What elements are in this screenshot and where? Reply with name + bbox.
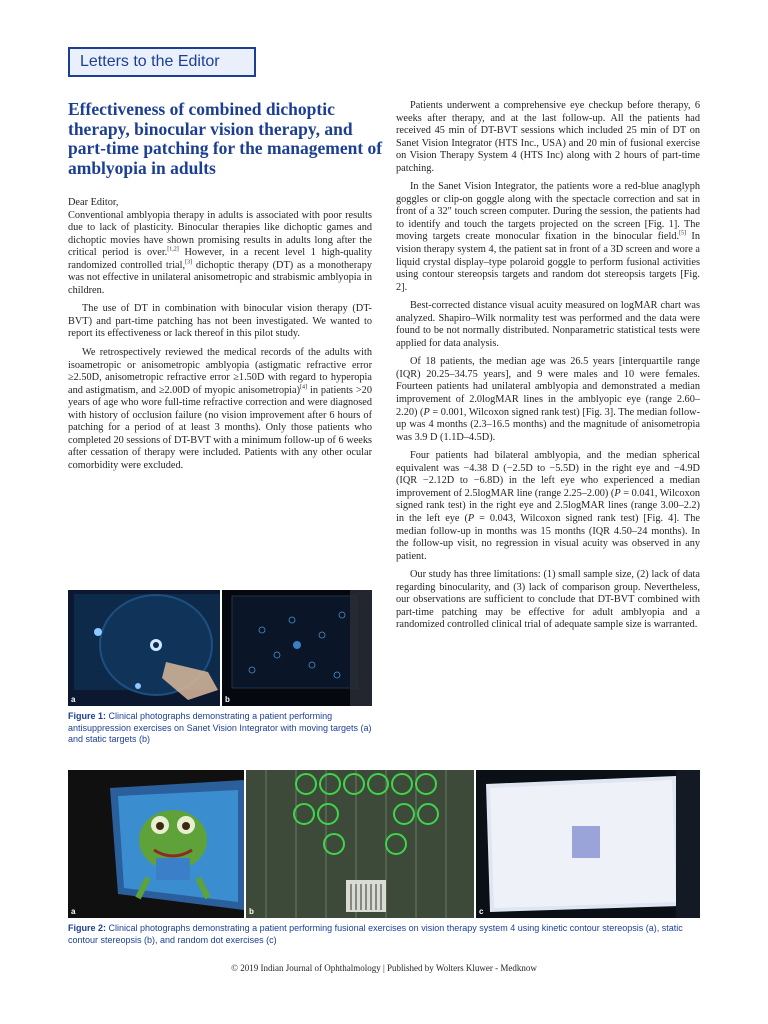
body-paragraph: Of 18 patients, the median age was 26.5 years [interquartile range (IQR) 20.25–34.75 years], and 9 were males and 10 were females. Fourteen patients had unilateral amblyopia and demonstrated a median improvement of 2.0logMAR lines in the amblyopic eye (range 2.60–2.20) (P = 0.001, Wilcoxon signed rank test) [Fig. 3]. The median follow-up was 4 months (2.3–16.5 months) and the magnitude of anisometropia was 3.9 D (1.1D–4.5D). xyxy=(396,356,700,443)
body-paragraph: Patients underwent a comprehensive eye checkup before therapy, 6 weeks after therapy, and at the last follow-up. All the patients had received 45 min of DT-BVT sessions which included 25 min of DT on Sanet Vision Integrator (HTS Inc., USA) and 20 min of fusional exercise on Vision Therapy System 4 (HTS Inc) along with 2 hours of part-time patching. xyxy=(396,100,700,174)
panel-label: c xyxy=(479,907,484,916)
moving-targets-photo xyxy=(68,590,220,706)
body-paragraph: In the Sanet Vision Integrator, the patients wore a red-blue anaglyph goggles or clip-on goggle along with the spectacle correction and sat in front of a 32" touch screen computer. During the session, the patients had to identify and touch the targets projected on the screen [Fig. 1]. The moving targets create monocular fixation in the binocular field.[5] In vision therapy system 4, the patient sat in front of a 3D screen and wore a liquid crystal display–type polaroid goggle to perform fusional activities using contour stereopsis targets and random dot stereopsis targets [Fig. 2]. xyxy=(396,181,700,293)
figure2-panel-c xyxy=(476,770,700,918)
citation: [5] xyxy=(679,231,687,238)
panel-label: b xyxy=(225,695,230,704)
figure1-panel-a xyxy=(68,590,220,706)
article-title: Effectiveness of combined dichoptic therapy, binocular vision therapy, and part-time patching for the management of amblyopia in adults xyxy=(68,99,383,178)
figure-label: Figure 2: xyxy=(68,923,107,933)
panel-label: b xyxy=(249,907,254,916)
static-targets-photo xyxy=(222,590,372,706)
body-paragraph: We retrospectively reviewed the medical records of the adults with isoametropic or anisometropic amblyopia (astigmatic refractive error ≥2.50D, anisometropic refractive error ≥1.50D with regard to hyperopia and astigmatism, and ≥2.00D of myopic anisometropia)[4] in patients >20 years of age who wore full-time refractive correction and were diagnosed with history of occlusion failure (no vision improvement after 6 hours of patching for a period of at least 3 months). Only those patients who completed 20 sessions of DT-BVT with a minimum follow-up of 6 weeks after cessation of therapy were included. Patients with any other ocular comorbidity were excluded. xyxy=(68,347,372,471)
figure1-caption: Figure 1: Clinical photographs demonstrating a patient performing antisuppression exercises on Sanet Vision Integrator with moving targets (a) and static targets (b) xyxy=(68,711,372,744)
right-column xyxy=(396,100,700,638)
body-paragraph: Our study has three limitations: (1) small sample size, (2) lack of data regarding binocularity, and (3) lack of comparison group. Nevertheless, our observations are sufficient to conclude that DT-BVT combined with part-time patching may be effective for adult amblyopia and a randomized controlled clinical trial of adequate sample size is warranted. xyxy=(396,569,700,631)
body-paragraph: Conventional amblyopia therapy in adults is associated with poor results due to lack of plasticity. Binocular therapies like dichoptic games and dichoptic movies have shown promising results in adults long after the critical period is over.[1,2] However, in a recent level 1 high-quality randomized controlled trial,[3] dichoptic therapy (DT) as a monotherapy was not effective in unilateral anisometropic and strabismic amblyopia in children. xyxy=(68,209,373,296)
panel-label: a xyxy=(71,695,76,704)
figure-label: Figure 1: xyxy=(68,711,107,721)
random-dot-photo xyxy=(476,770,700,918)
body-paragraph: Best-corrected distance visual acuity measured on logMAR chart was analyzed. Shapiro–Wilk normality test was performed and the data were found to be not normally distributed. Nonparametric statistical tests were applied for data analysis. xyxy=(396,300,700,349)
body-paragraph: The use of DT in combination with binocular vision therapy (DT-BVT) and part-time patching has not been investigated. We wanted to report its effectiveness or lack thereof in this pilot study. xyxy=(68,303,372,340)
figure2-caption: Figure 2: Clinical photographs demonstrating a patient performing fusional exercises on vision therapy system 4 using kinetic contour stereopsis (a), static contour stereopsis (b), and random dot exercises (c) xyxy=(68,923,683,945)
static-contour-photo xyxy=(246,770,474,918)
citation: [3] xyxy=(185,259,193,266)
figure2-panel-a xyxy=(68,770,244,918)
figure1-panel-b xyxy=(222,590,372,706)
citation: [1,2] xyxy=(167,246,179,253)
body-paragraph: Four patients had bilateral amblyopia, and the median spherical equivalent was −4.38 D (−2.5D to −5.5D) in the right eye and −4.9D (IQR −2.12D to −6.8D) in the left eye who experienced a median improvement of 2.5logMAR line (range 2.25–2.00) (P = 0.041, Wilcoxon signed rank test) in the right eye and 2.5logMAR lines (range 3.00–2.2) in the left eye (P = 0.043, Wilcoxon signed rank test) [Fig. 4]. The median follow-up in months was 15 months (IQR 4.50–24 months). In the follow-up visit, no regression in visual acuity was observed in any patient. xyxy=(396,450,700,562)
salutation: Dear Editor, xyxy=(68,197,119,208)
page-footer: © 2019 Indian Journal of Ophthalmology | Published by Wolters Kluwer - Medknow xyxy=(231,963,537,973)
citation: [4] xyxy=(300,384,308,391)
left-column xyxy=(68,197,372,478)
kinetic-contour-photo xyxy=(68,770,244,918)
section-header: Letters to the Editor xyxy=(68,47,256,77)
panel-label: a xyxy=(71,907,76,916)
figure2-panel-b xyxy=(246,770,474,918)
